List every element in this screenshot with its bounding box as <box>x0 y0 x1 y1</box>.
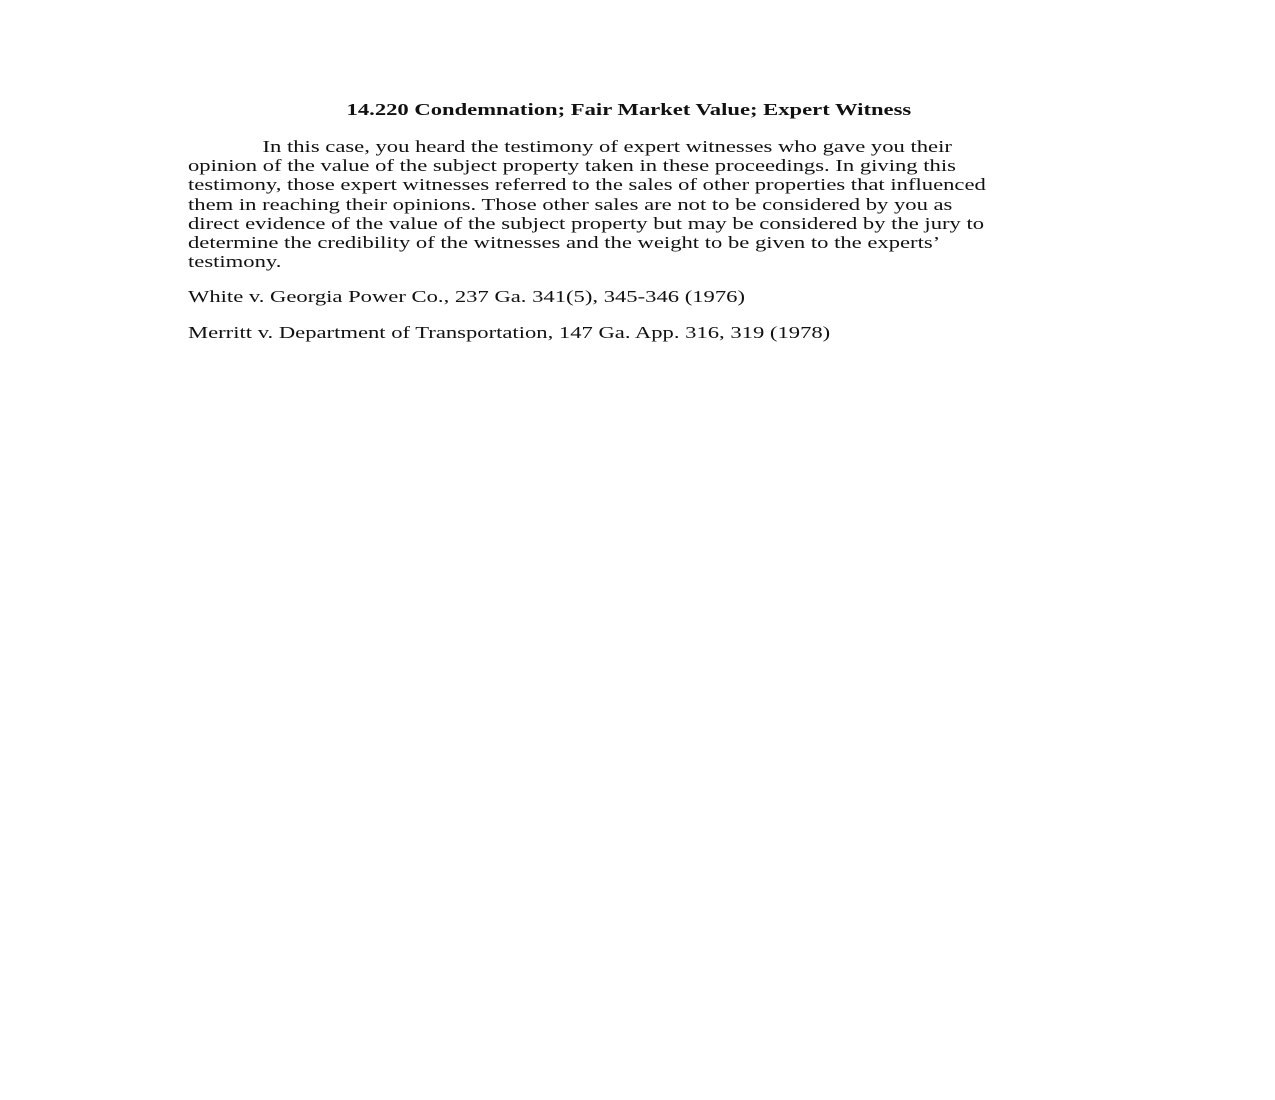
paragraph-line: testimony. <box>188 252 282 272</box>
paragraph-line: In this case, you heard the testimony of expert witnesses who gave you their <box>262 137 952 156</box>
paragraph-line: them in reaching their opinions. Those other sales are not to be considered by you as <box>188 194 953 214</box>
document-title: 14.220 Condemnation; Fair Market Value; Expert Witness <box>346 100 912 119</box>
paragraph-line: direct evidence of the value of the subject property but may be considered by the jury to <box>188 213 985 233</box>
paragraph-line: testimony, those expert witnesses referred to the sales of other properties that influenced <box>188 175 986 195</box>
paragraph-line: opinion of the value of the subject property taken in these proceedings. In giving this <box>188 156 956 176</box>
citation: White v. Georgia Power Co., 237 Ga. 341(5), 345-346 (1976) <box>188 287 745 307</box>
citation: Merritt v. Department of Transportation, 147 Ga. App. 316, 319 (1978) <box>188 323 831 343</box>
document-page <box>188 100 1070 343</box>
instruction-paragraph <box>188 137 1070 271</box>
paragraph-line: determine the credibility of the witnesses and the weight to be given to the experts’ <box>188 233 941 253</box>
